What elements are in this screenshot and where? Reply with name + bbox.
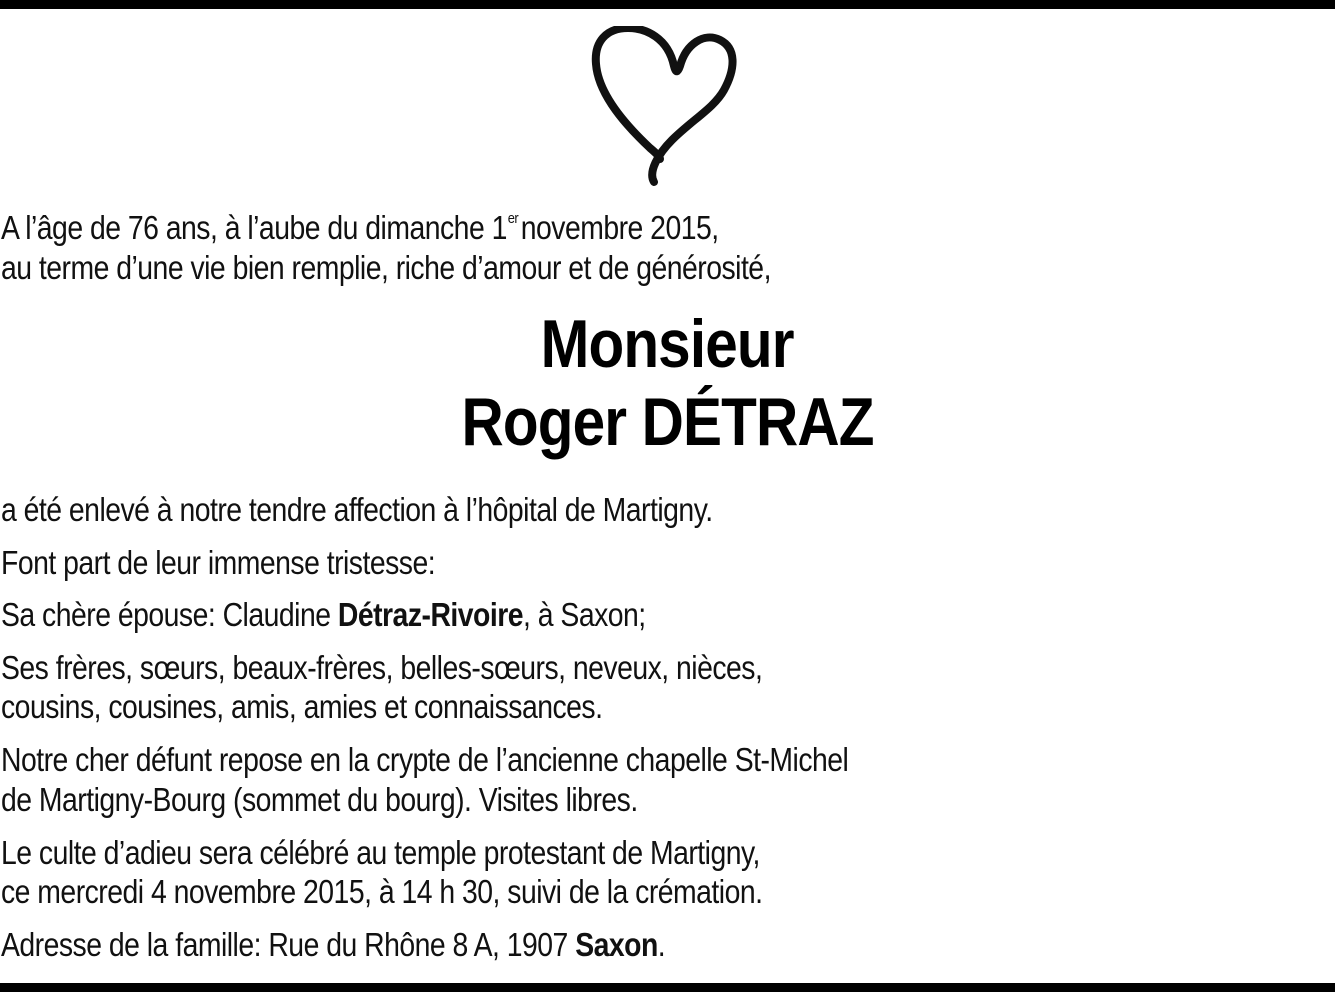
family-address: Adresse de la famille: Rue du Rhône 8 A, 1907 Saxon. [1,926,666,963]
service-line-1: Le culte d’adieu sera célébré au temple protestant de Martigny, [1,834,760,871]
heart-icon [588,26,748,190]
top-border-rule [0,0,1335,9]
service-line-2: ce mercredi 4 novembre 2015, à 14 h 30, suivi de la crémation. [1,873,763,910]
repose-line-1: Notre cher défunt repose en la crypte de l’ancienne chapelle St-Michel [1,741,849,778]
repose-line-2: de Martigny-Bourg (sommet du bourg). Visites libres. [1,781,638,818]
announcement-line: Font part de leur immense tristesse: [1,544,436,581]
spouse-name: Détraz-Rivoire [337,596,524,633]
family-line-1: Ses frères, sœurs, beaux-frères, belles-sœurs, neveux, nièces, [1,649,763,686]
bottom-border-rule [0,983,1335,992]
spouse-line: Sa chère épouse: Claudine Détraz-Rivoire, à Saxon; [1,596,646,633]
intro-line-1: A l’âge de 76 ans, à l’aube du dimanche 1ernovembre 2015, [1,209,719,246]
deceased-title: Monsieur [540,306,795,382]
address-city: Saxon [575,926,658,963]
intro-line-2: au terme d’une vie bien remplie, riche d’amour et de générosité, [1,249,771,286]
passing-statement: a été enlevé à notre tendre affection à l’hôpital de Martigny. [1,491,713,528]
family-line-2: cousins, cousines, amis, amies et connaissances. [1,688,603,725]
deceased-name: Roger DÉTRAZ [461,384,874,460]
date-ordinal-superscript: er [507,210,519,227]
